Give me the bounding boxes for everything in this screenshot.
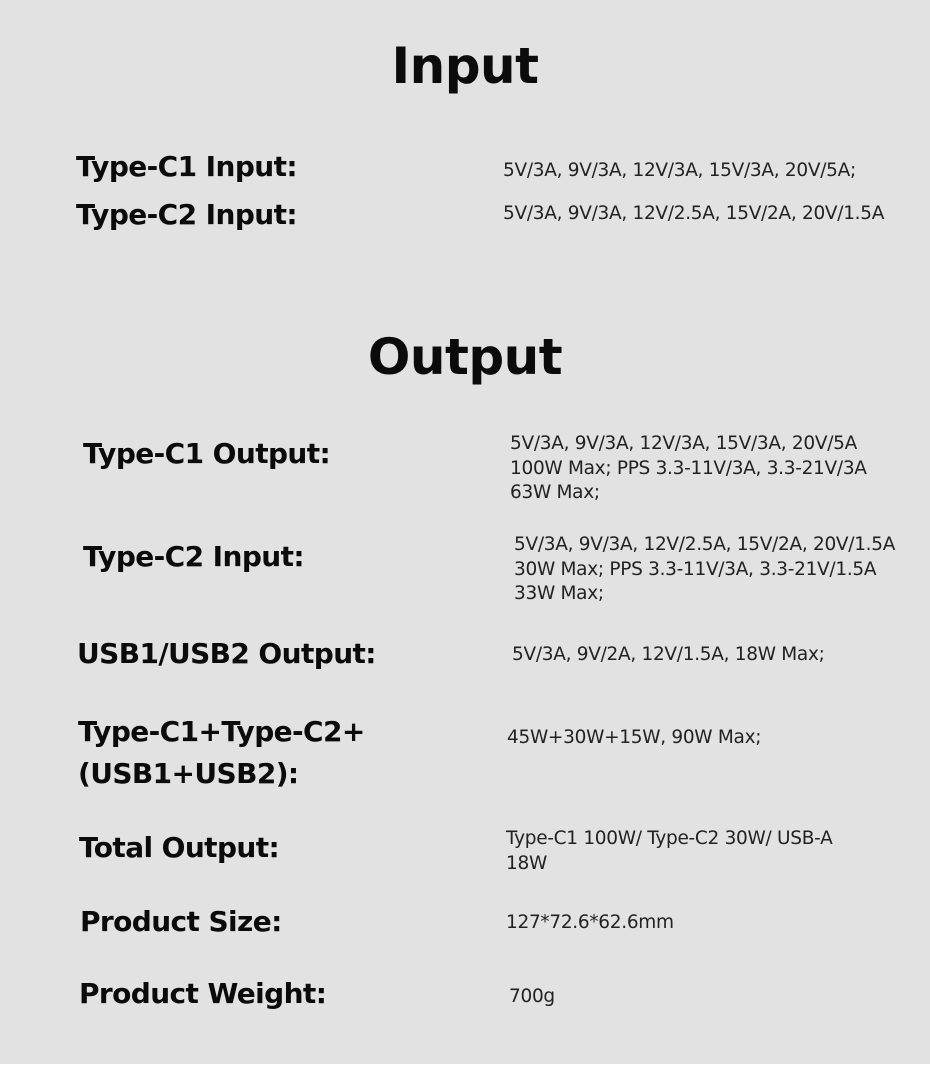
type-c1-output-line: 63W Max;	[510, 482, 600, 503]
type-c2-input-label: Type-C2 Input:	[76, 198, 297, 231]
output-heading: Output	[367, 328, 563, 386]
total-output-label: Total Output:	[79, 831, 280, 864]
combined-output-label-line: (USB1+USB2):	[78, 757, 299, 790]
product-weight-label: Product Weight:	[79, 977, 327, 1010]
type-c2-output-line: 5V/3A, 9V/3A, 12V/2.5A, 15V/2A, 20V/1.5A	[514, 534, 896, 555]
type-c1-output-label: Type-C1 Output:	[83, 437, 331, 470]
product-size-value	[506, 911, 674, 936]
type-c1-output-value	[510, 432, 867, 506]
usb-output-line: 5V/3A, 9V/2A, 12V/1.5A, 18W Max;	[512, 644, 825, 665]
type-c2-input-value: 5V/3A, 9V/3A, 12V/2.5A, 15V/2A, 20V/1.5A	[503, 203, 885, 224]
total-output-value	[506, 827, 832, 876]
type-c2-output-line: 33W Max;	[514, 583, 604, 604]
type-c1-output-line: 5V/3A, 9V/3A, 12V/3A, 15V/3A, 20V/5A	[510, 433, 857, 454]
total-output-line: Type-C1 100W/ Type-C2 30W/ USB-A	[506, 828, 833, 849]
type-c1-input-value: 5V/3A, 9V/3A, 12V/3A, 15V/3A, 20V/5A;	[503, 160, 856, 181]
type-c2-output-value	[514, 533, 895, 607]
product-size-label: Product Size:	[80, 905, 282, 938]
combined-output-label	[78, 713, 408, 793]
product-weight-value	[509, 985, 555, 1010]
combined-output-value	[507, 726, 761, 751]
total-output-line: 18W	[506, 852, 547, 874]
combined-output-label-line: Type-C1+Type-C2+	[78, 715, 365, 748]
usb-output-label: USB1/USB2 Output:	[77, 637, 376, 670]
input-heading: Input	[391, 37, 539, 95]
type-c2-output-line: 30W Max; PPS 3.3-11V/3A, 3.3-21V/1.5A	[514, 558, 877, 580]
product-weight-line: 700g	[509, 986, 555, 1007]
usb-output-value	[512, 643, 825, 668]
type-c2-output-label: Type-C2 Input:	[83, 540, 304, 573]
combined-output-line: 45W+30W+15W, 90W Max;	[507, 727, 762, 748]
type-c1-input-label: Type-C1 Input:	[76, 150, 297, 183]
product-size-line: 127*72.6*62.6mm	[506, 912, 674, 933]
type-c1-output-line: 100W Max; PPS 3.3-11V/3A, 3.3-21V/3A	[510, 457, 867, 479]
